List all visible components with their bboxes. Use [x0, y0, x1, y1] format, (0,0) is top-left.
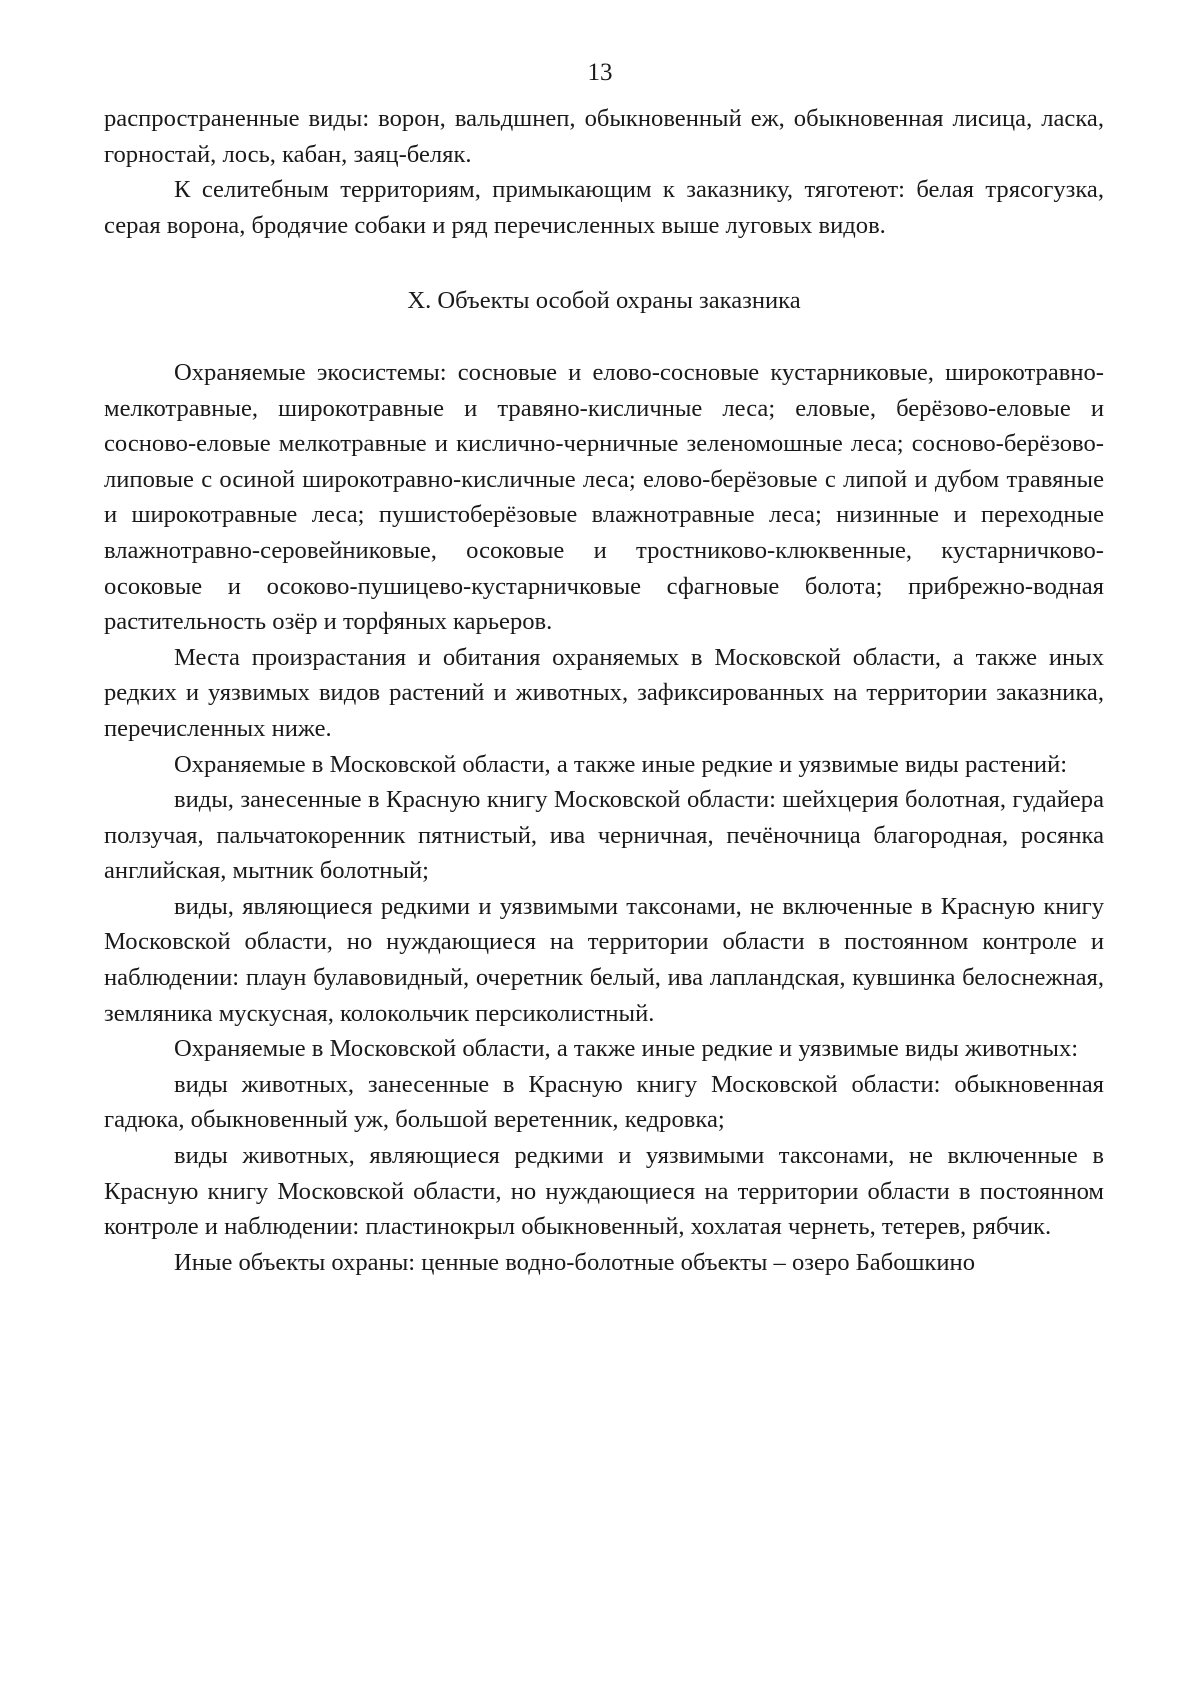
paragraph: Охраняемые в Московской области, а также иные редкие и уязвимые виды животных:	[174, 1035, 1079, 1063]
paragraph-continued: распространенные виды: ворон, вальдшнеп, обыкновенный еж, обыкновенная лисица, ласка, горностай, лось, кабан, заяц-беляк.	[104, 105, 1104, 168]
paragraph: К селитебным территориям, примыкающим к заказнику, тяготеют: белая трясогузка, серая ворона, бродячие собаки и ряд перечисленных выше луговых видов.	[104, 176, 1104, 239]
paragraph: виды, занесенные в Красную книгу Московской области: шейхцерия болотная, гудайера ползучая, пальчатокоренник пятнистый, ива черничная, печёночница благородная, росянка английская, мытник болотный;	[104, 786, 1104, 885]
spacer	[104, 319, 1104, 355]
paragraph: Охраняемые в Московской области, а также иные редкие и уязвимые виды растений:	[174, 750, 1068, 778]
page-number: 13	[587, 59, 613, 86]
paragraph: виды, являющиеся редкими и уязвимыми таксонами, не включенные в Красную книгу Московской области, но нуждающиеся на территории области в постоянном контроле и наблюдении: плаун булавовидный, очеретник белый, ива лапландская, кувшинка белоснежная, земляника мускусная, колокольчик персиколистный.	[104, 892, 1104, 1027]
spacer	[104, 243, 1104, 283]
paragraph: виды животных, занесенные в Красную книгу Московской области: обыкновенная гадюка, обыкновенный уж, большой веретенник, кедровка;	[104, 1070, 1104, 1134]
paragraph: Места произрастания и обитания охраняемых в Московской области, а также иных редких и уязвимых видов растений и животных, зафиксированных на территории заказника, перечисленных ниже.	[104, 643, 1104, 742]
section-heading: X. Объекты особой охраны заказника	[407, 287, 801, 315]
paragraph: Охраняемые экосистемы: сосновые и елово-сосновые кустарниковые, широкотравно-мелкотравные, широкотравные и травяно-кисличные леса; еловые, берёзово-еловые и сосново-еловые мелкотравные и кислично-черничные зеленомошные леса; сосново-берёзово-липовые с осиной широкотравно-кисличные леса; елово-берёзовые с липой и дубом травяные и широкотравные леса; пушистоберёзовые влажнотравные леса; низинные и переходные влажнотравно-серовейниковые, осоковые и тростниково-клюквенные, кустарничково-осоковые и осоково-пушицево-кустарничковые сфагновые болота; прибрежно-водная растительность озёр и торфяных карьеров.	[104, 358, 1104, 636]
document-body	[104, 101, 1104, 1280]
paragraph: Иные объекты охраны: ценные водно-болотные объекты – озеро Бабошкино	[174, 1248, 976, 1276]
paragraph: виды животных, являющиеся редкими и уязвимыми таксонами, не включенные в Красную книгу Московской области, но нуждающиеся на территории области в постоянном контроле и наблюдении: пластинокрыл обыкновенный, хохлатая чернеть, тетерев, рябчик.	[104, 1142, 1104, 1241]
